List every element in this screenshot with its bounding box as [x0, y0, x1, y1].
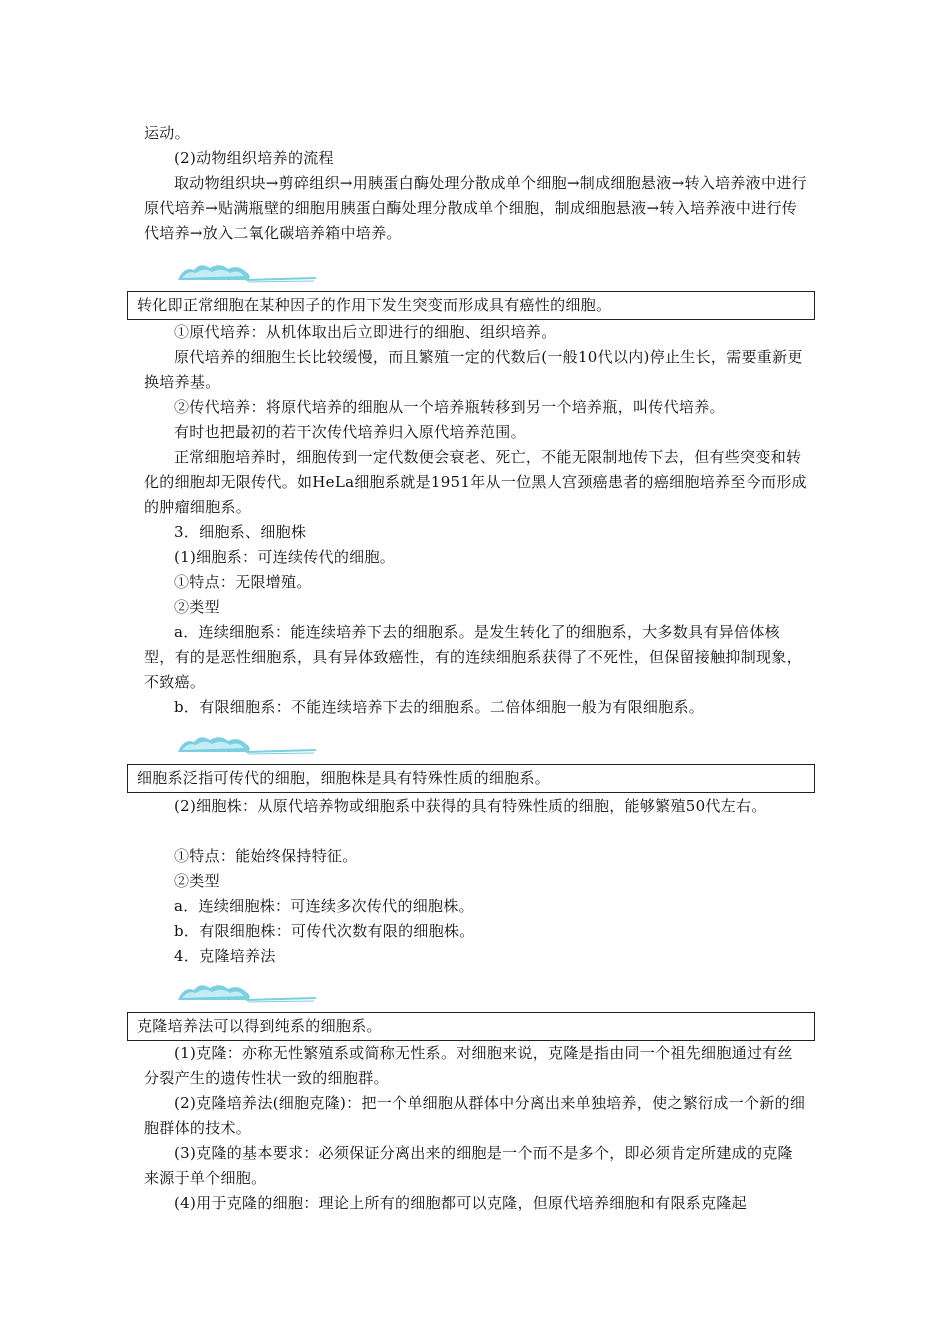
tip-badge-icon [176, 732, 318, 758]
paragraph: ①特点：无限增殖。 [174, 573, 312, 591]
note-box: 细胞系泛指可传代的细胞，细胞株是具有特殊性质的细胞系。 [127, 764, 815, 793]
paragraph: 有时也把最初的若干次传代培养归入原代培养范围。 [174, 423, 526, 441]
paragraph: 原代培养的细胞生长比较缓慢，而且繁殖一定的代数后(一般10代以内)停止生长，需要重新更换培养基。 [144, 348, 803, 391]
paragraph: b．有限细胞系：不能连续培养下去的细胞系。二倍体细胞一般为有限细胞系。 [174, 698, 705, 716]
paragraph: ①原代培养：从机体取出后立即进行的细胞、组织培养。 [174, 323, 557, 341]
section-heading: (2)动物组织培养的流程 [174, 149, 334, 167]
paragraph: 运动。 [144, 124, 190, 142]
paragraph: a．连续细胞株：可连续多次传代的细胞株。 [174, 897, 474, 915]
tip-badge-icon [176, 260, 318, 286]
paragraph: (1)克隆：亦称无性繁殖系或简称无性系。对细胞来说，克隆是指由同一个祖先细胞通过有丝分裂产生的遗传性状一致的细胞群。 [144, 1044, 793, 1087]
paragraph: ①特点：能始终保持特征。 [174, 847, 358, 865]
paragraph: ②类型 [174, 872, 220, 890]
note-box: 克隆培养法可以得到纯系的细胞系。 [127, 1012, 815, 1041]
section-heading: 4．克隆培养法 [174, 947, 276, 965]
paragraph: (3)克隆的基本要求：必须保证分离出来的细胞是一个而不是多个，即必须肯定所建成的克隆来源于单个细胞。 [144, 1144, 793, 1187]
tip-badge-icon [176, 980, 318, 1006]
paragraph: 正常细胞培养时，细胞传到一定代数便会衰老、死亡，不能无限制地传下去，但有些突变和转化的细胞却无限传代。如HeLa细胞系就是1951年从一位黑人宫颈癌患者的癌细胞培养至今而形成的肿瘤细胞系。 [144, 448, 807, 516]
paragraph: (2)细胞株：从原代培养物或细胞系中获得的具有特殊性质的细胞，能够繁殖50代左右。 [174, 797, 767, 815]
paragraph: (2)克隆培养法(细胞克隆)：把一个单细胞从群体中分离出来单独培养，使之繁衍成一个新的细胞群体的技术。 [144, 1094, 806, 1137]
paragraph: a．连续细胞系：能连续培养下去的细胞系。是发生转化了的细胞系，大多数具有异倍体核型，有的是恶性细胞系，具有异体致癌性，有的连续细胞系获得了不死性，但保留接触抑制现象，不致癌。 [144, 623, 802, 691]
note-box: 转化即正常细胞在某种因子的作用下发生突变而形成具有癌性的细胞。 [127, 291, 815, 320]
paragraph: (1)细胞系：可连续传代的细胞。 [174, 548, 396, 566]
paragraph: ②传代培养：将原代培养的细胞从一个培养瓶转移到另一个培养瓶，叫传代培养。 [174, 398, 725, 416]
paragraph: (4)用于克隆的细胞：理论上所有的细胞都可以克隆，但原代培养细胞和有限系克隆起 [174, 1194, 747, 1212]
paragraph: 取动物组织块→剪碎组织→用胰蛋白酶处理分散成单个细胞→制成细胞悬液→转入培养液中进行原代培养→贴满瓶壁的细胞用胰蛋白酶处理分散成单个细胞，制成细胞悬液→转入培养液中进行传代培养→放入二氧化碳培养箱中培养。 [144, 174, 807, 242]
paragraph: ②类型 [174, 598, 220, 616]
section-heading: 3．细胞系、细胞株 [174, 523, 307, 541]
paragraph: b．有限细胞株：可传代次数有限的细胞株。 [174, 922, 475, 940]
